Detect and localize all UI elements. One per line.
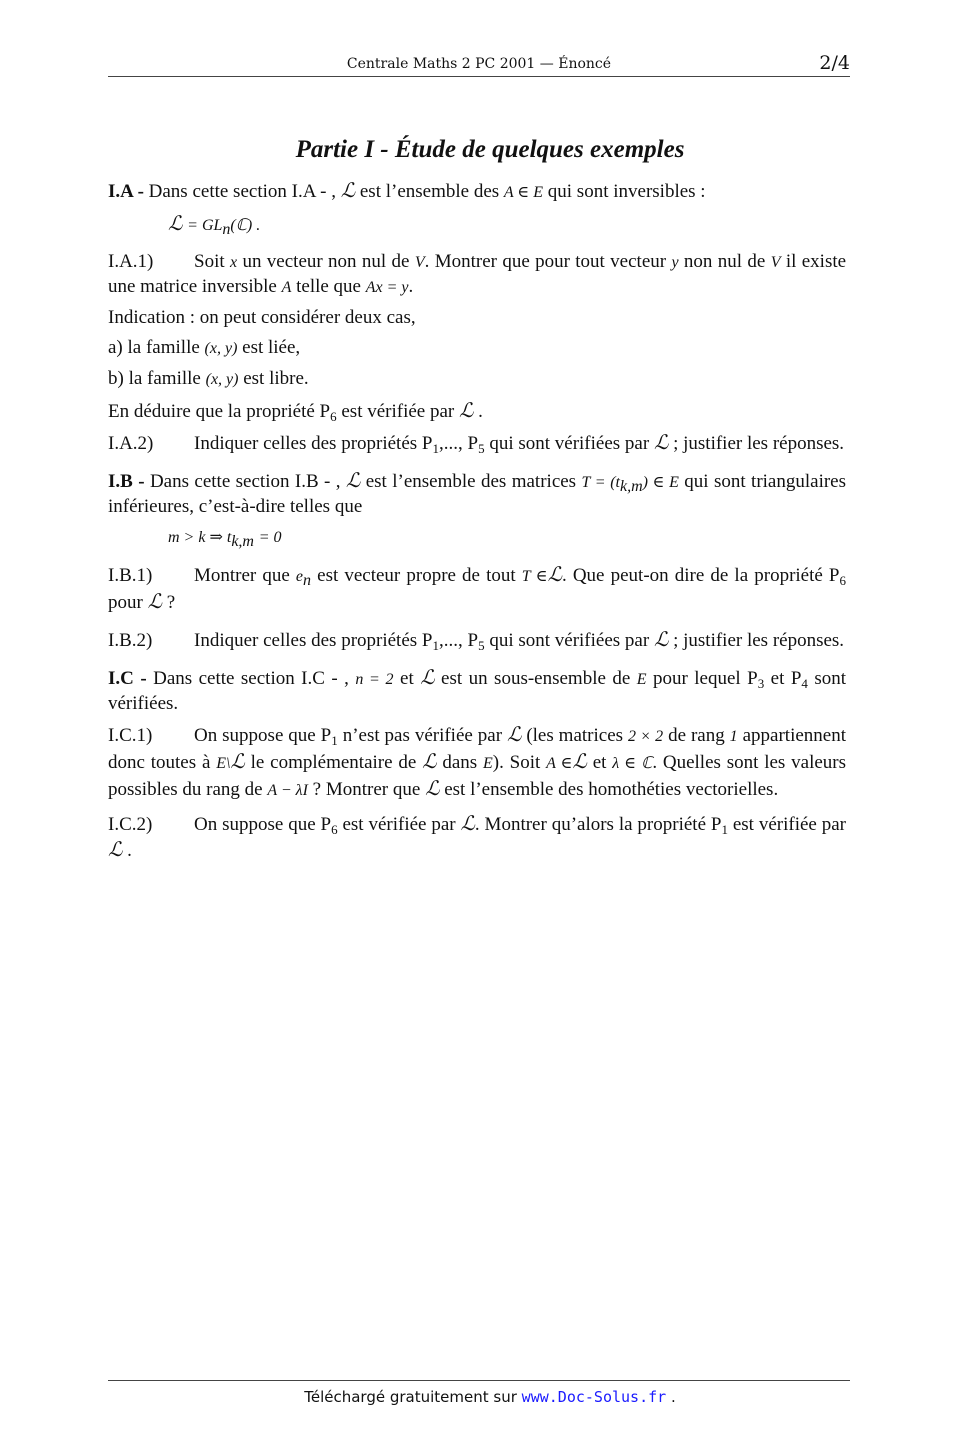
script-l-symbol: ℒ — [168, 211, 183, 235]
question-label: I.B.2) — [108, 630, 153, 651]
page-number: 2/4 — [819, 52, 850, 74]
question-ic2: I.C.2) On suppose que $P_6$ est vérifiée par ℒ. Montrer qu’alors la propriété $P_1$ est vérifiée par ℒ . — [108, 811, 846, 861]
section-ia-intro: I.A - Dans cette section I.A - , ℒ est l’ensemble des A ∈ E qui sont inversibles : — [108, 178, 706, 202]
header-title: Centrale Maths 2 PC 2001 — Énoncé — [346, 56, 612, 72]
section-ib-intro: I.B - Dans cette section I.B - , ℒ est l’ensemble des matrices $T = (t_{k,m})$ ∈ E qui sont triangulaires inférieures, c’est-à-dire telles que — [108, 468, 847, 517]
question-label: I.A.1) — [108, 251, 154, 272]
script-l-symbol: ℒ — [340, 178, 356, 202]
section-ic-intro: I.C - Dans cette section I.C - , n = 2 et ℒ est un sous-ensemble de E pour lequel $P_3$ et $P_4$ sont vérifiées. — [108, 665, 847, 714]
script-l-symbol: ℒ — [572, 749, 587, 773]
section-label: I.C - — [108, 668, 147, 689]
script-l-symbol: ℒ — [425, 776, 440, 800]
indication: Indication : on peut considérer deux cas, — [108, 307, 416, 328]
script-l-symbol: ℒ — [230, 749, 245, 773]
script-l-symbol: ℒ — [547, 562, 562, 586]
section-label: I.A - — [108, 181, 144, 202]
case-b: b) la famille (x, y) est libre. — [108, 368, 309, 389]
page-footer: Téléchargé gratuitement sur www.Doc-Solus.fr . — [304, 1388, 676, 1406]
question-ia1: I.A.1) Soit x un vecteur non nul de V. Montrer que pour tout vecteur y non nul de V il existe une matrice inversible A telle que Ax = y. — [108, 251, 847, 297]
question-label: I.C.1) — [108, 725, 153, 746]
question-label: I.A.2) — [108, 433, 154, 454]
question-ib1: I.B.1) Montrer que $e_n$ est vecteur propre de tout T ∈ℒ. Que peut-on dire de la propriété $P_6$ pour ℒ ? — [108, 562, 847, 613]
doc-solus-link[interactable]: www.Doc-Solus.fr — [521, 1388, 667, 1406]
script-l-symbol: ℒ — [108, 837, 123, 861]
deduce-line: En déduire que la propriété $P_6$ est vérifiée par ℒ . — [108, 398, 483, 424]
script-l-symbol: ℒ — [653, 627, 669, 651]
script-l-symbol: ℒ — [460, 811, 475, 835]
lower-triangular-condition: m > k ⇒ $t_{k,m} = 0$ — [168, 529, 282, 550]
section-title: Partie I - Étude de quelques exemples — [295, 136, 685, 163]
question-ib2: I.B.2) Indiquer celles des propriétés $P_1$,..., $P_5$ qui sont vérifiées par ℒ ; justifier les réponses. — [108, 627, 845, 653]
case-a: a) la famille (x, y) est liée, — [108, 337, 301, 358]
question-ic1: I.C.1) On suppose que $P_1$ n’est pas vérifiée par ℒ (les matrices 2 × 2 de rang 1 appartiennent donc toutes à E\ℒ le complémentaire de ℒ dans E). Soit A ∈ℒ et λ ∈ ℂ. Quelles sont les valeurs possibles du rang de A − λI ? Montrer que ℒ est l’ensemble des homothéties vectorielles. — [108, 722, 847, 800]
script-l-symbol: ℒ — [345, 468, 361, 492]
script-l-symbol: ℒ — [506, 722, 522, 746]
script-l-symbol: ℒ — [420, 665, 435, 689]
question-label: I.B.1) — [108, 565, 153, 586]
question-ia2: I.A.2) Indiquer celles des propriétés $P_1$,..., $P_5$ qui sont vérifiées par ℒ ; justifier les réponses. — [108, 430, 845, 456]
question-label: I.C.2) — [108, 814, 153, 835]
page-header — [108, 52, 850, 77]
script-l-symbol: ℒ — [422, 749, 437, 773]
section-label: I.B - — [108, 471, 145, 492]
document-body — [108, 178, 846, 863]
script-l-symbol: ℒ — [459, 398, 474, 422]
footer-divider — [108, 1380, 850, 1381]
script-l-symbol: ℒ — [653, 430, 669, 454]
equation-gl: ℒ = $GL_n(ℂ)$ . — [168, 211, 261, 238]
script-l-symbol: ℒ — [147, 589, 162, 613]
